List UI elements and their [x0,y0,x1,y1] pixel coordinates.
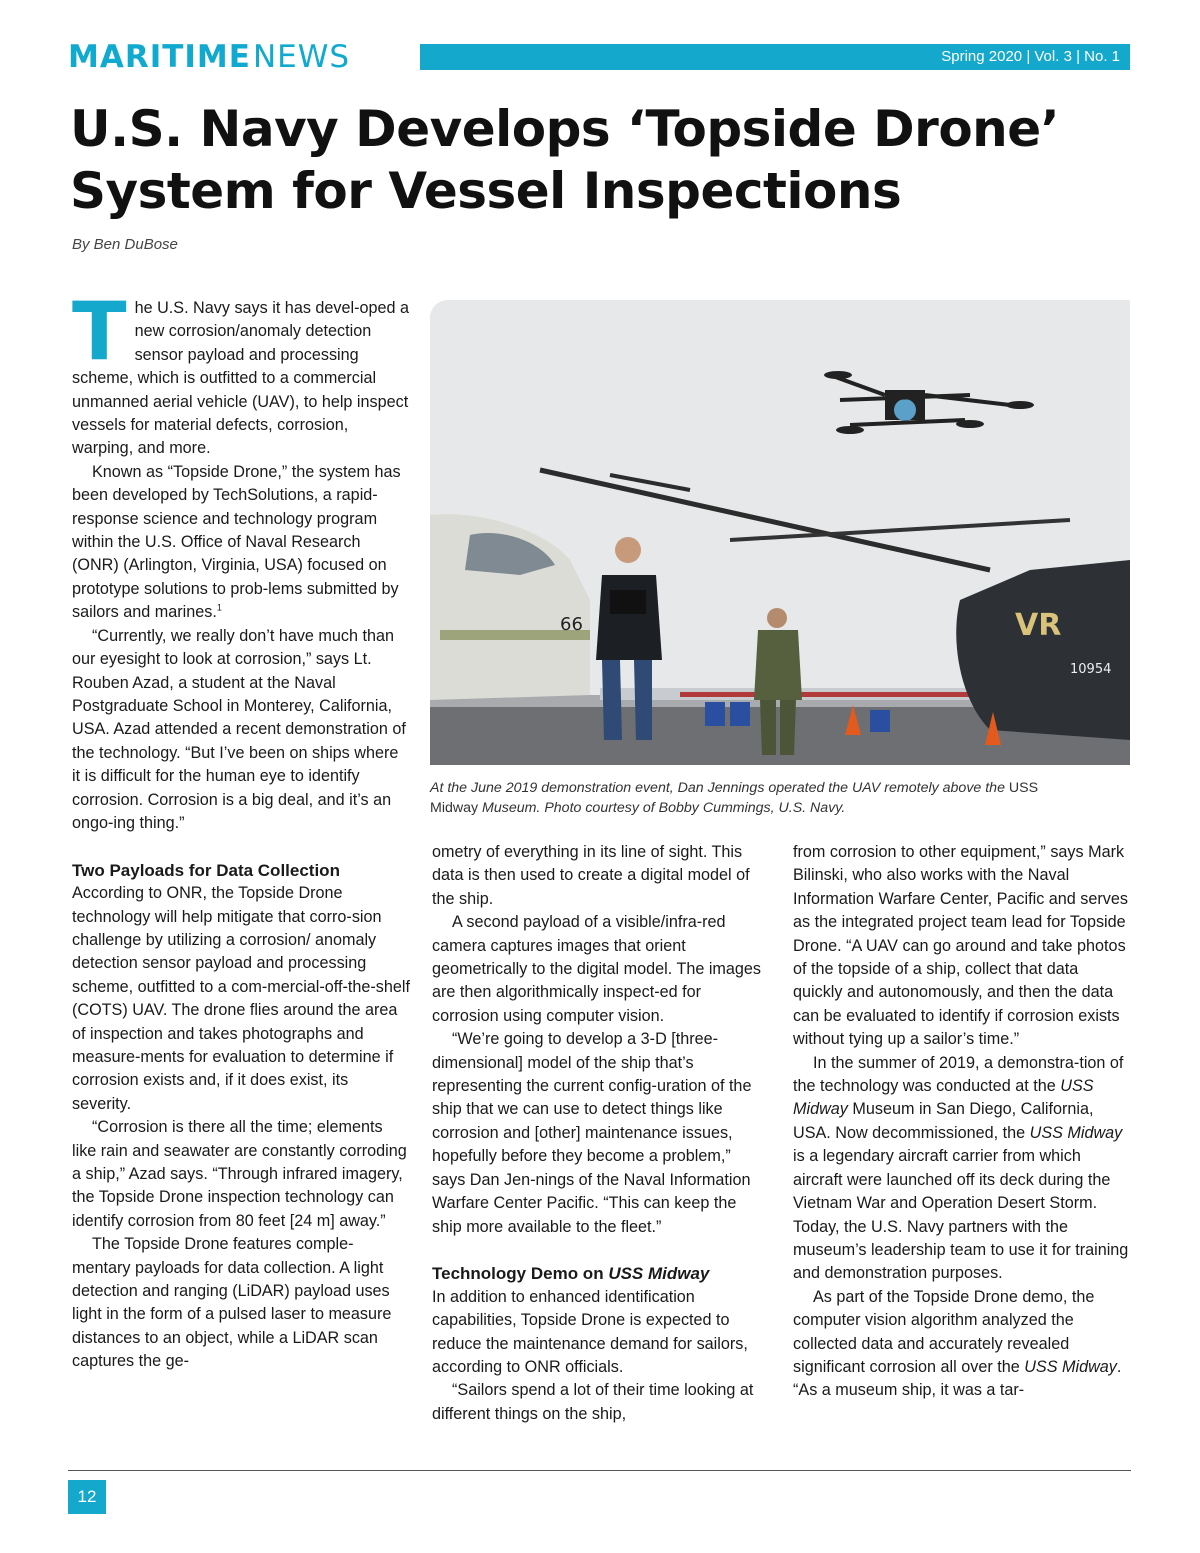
article-column-2 [432,841,767,1426]
publication-logo [68,40,356,74]
headline-line-2: System for Vessel Inspections [70,162,902,220]
paragraph: A second payload of a visible/infra-red camera captures images that orient geometrically to the digital model. The images are then algorithmically inspect-ed for corrosion using computer vision. [432,913,762,1025]
paragraph: In the summer of 2019, a demonstra-tion of the technology was conducted at the USS Midway Museum in San Diego, California, USA. Now decommissioned, the USS Midway is a legendary aircraft carrier from which aircraft were launched off its deck during the Vietnam War and Operation Desert Storm. Today, the U.S. Navy partners with the museum’s leadership team to use it for training and demonstration purposes. [793,1053,1129,1283]
paragraph: “Sailors spend a lot of their time looking at different things on the ship, [432,1381,754,1423]
article-headline [70,98,1130,222]
byline: By Ben DuBose [72,236,178,253]
section-heading: Technology Demo on USS Midway [432,1264,710,1284]
section-heading: Two Payloads for Data Collection [72,860,340,880]
aircraft-serial: 10954 [1070,662,1112,677]
masthead-bar [420,44,1130,70]
footnote-ref: 1 [216,602,222,613]
footer-divider [68,1470,1131,1471]
drop-cap: T [72,285,127,378]
article-photo [430,300,1130,765]
paragraph: “Currently, we really don’t have much than our eyesight to look at corrosion,” says Lt. Rouben Azad, a student at the Naval Postgraduate School in Monterey, California, USA. Azad attended a recent demonstration of the technology. “But I’ve been on ships where it is difficult for the human eye to identify corrosion. Corrosion is a big deal, and it’s an ongo-ing thing.” [72,626,406,832]
paragraph: As part of the Topside Drone demo, the computer vision algorithm analyzed the collected data and accurately revealed significant corrosion all over the USS Midway. “As a museum ship, it was a tar- [793,1287,1122,1400]
paragraph: ometry of everything in its line of sight. This data is then used to create a digital model of the ship. [432,843,750,908]
issue-info: Spring 2020 | Vol. 3 | No. 1 [941,48,1120,65]
paragraph: “We’re going to develop a 3-D [three-dimensional] model of the ship that’s representing the current config-uration of the ship that we can use to detect things like corrosion and [other] maintenance issues, hopefully before they become a problem,” says Dan Jen-nings of the Naval Information Warfare Center Pacific. “This can keep the ship more available to the fleet.” [432,1030,752,1236]
photo-caption: At the June 2019 demonstration event, Dan Jennings operated the UAV remotely above the USS Midway Museum. Photo courtesy of Bobby Cummings, U.S. Navy. [430,780,1039,816]
aircraft-vr-marking: VR [1015,608,1062,643]
paragraph: According to ONR, the Topside Drone technology will help mitigate that corro-sion challenge by utilizing a corrosion/ anomaly detection sensor payload and processing scheme, outfitted to a com-mercial-off-the-shelf (COTS) UAV. The drone flies around the area of inspection and takes photographs and measure-ments for evaluation to determine if corrosion exists and, if it does exist, its severity. [72,884,410,1113]
aircraft-number: 66 [560,614,583,635]
paragraph: from corrosion to other equipment,” says Mark Bilinski, who also works with the Naval Information Warfare Center, Pacific and serves as the integrated project team lead for Topside Drone. “A UAV can go around and take photos of the topside of a ship, collect that data quickly and autonomously, and then the data can be evaluated to identify if corrosion exists without tying up a sailor’s time.” [793,843,1128,1049]
logo-maritime: MARITIME [68,39,251,75]
paragraph: he U.S. Navy says it has devel-oped a new corrosion/anomaly detection sensor payload and processing scheme, which is outfitted to a commercial unmanned aerial vehicle (UAV), to help inspect vessels for material defects, corrosion, warping, and more. [72,299,410,458]
paragraph: In addition to enhanced identification capabilities, Topside Drone is expected to reduce the maintenance demand for sailors, according to ONR officials. [432,1287,748,1376]
headline-line-1: U.S. Navy Develops ‘Topside Drone’ [70,100,1060,158]
page-number: 12 [68,1480,106,1514]
paragraph: The Topside Drone features comple-mentary payloads for data collection. A light detection and ranging (LiDAR) payload uses light in the form of a pulsed laser to measure distances to an object, while a LiDAR scan captures the ge- [72,1235,392,1371]
logo-news: NEWS [252,39,351,75]
paragraph: Known as “Topside Drone,” the system has been developed by TechSolutions, a rapid-response science and technology program within the U.S. Office of Naval Research (ONR) (Arlington, Virginia, USA) focused on prototype solutions to prob-lems submitted by sailors and marines.$^1$ [72,462,401,622]
drone-demonstration-image [430,300,1130,765]
masthead [68,40,1130,74]
article-column-3 [793,841,1131,1403]
paragraph: “Corrosion is there all the time; elements like rain and seawater are constantly corroding a ship,” Azad says. “Through infrared imagery, the Topside Drone inspection technology can identify corrosion from 80 feet [24 m] away.” [72,1118,407,1230]
article-column-1 [72,285,410,1374]
